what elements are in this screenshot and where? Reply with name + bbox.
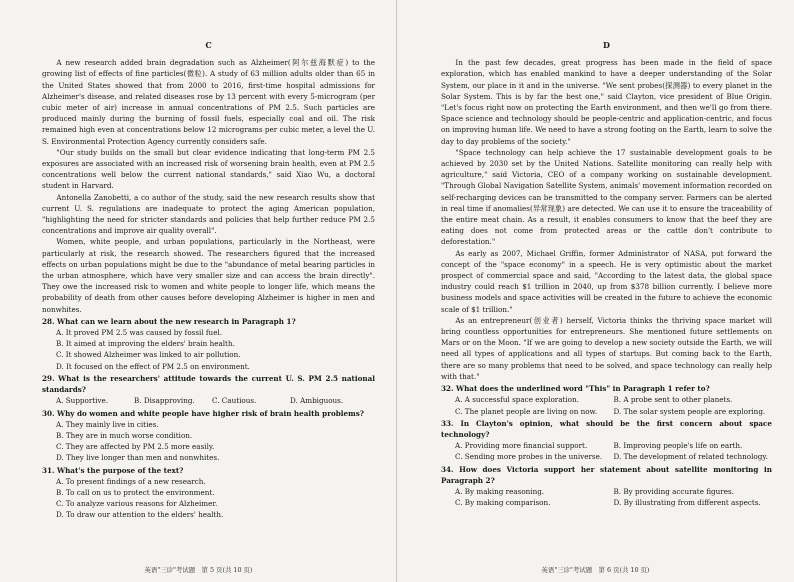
option[interactable]: A. They mainly live in cities.: [56, 419, 159, 429]
option[interactable]: A. A successful space exploration.: [455, 395, 579, 405]
page-footer: 英语"三诊"考试题 第 6 页(共 10 页): [541, 565, 650, 574]
option-row: [441, 406, 772, 417]
passage-paragraph: "Our study builds on the small but clear evidence indicating that long-term PM 2.5 exposures are associated with an increased risk of worsening brain health, even at PM 2.5 concentrations well below the current national standards," said Xiao Wu, a doctoral student in Harvard.: [42, 147, 375, 191]
option[interactable]: C. It showed Alzheimer was linked to air pollution.: [56, 350, 241, 360]
option[interactable]: D. The development of related technology.: [613, 452, 768, 462]
option-row: [441, 486, 772, 497]
option[interactable]: B. Disapproving.: [134, 396, 195, 406]
option[interactable]: A. By making reasoning.: [455, 486, 545, 496]
option[interactable]: D. The solar system people are exploring.: [613, 406, 766, 416]
option[interactable]: B. To call on us to protect the environment.: [56, 487, 215, 497]
section-label-d: D: [603, 40, 610, 50]
option[interactable]: C. They are affected by PM 2.5 more easily.: [56, 442, 215, 452]
passage-paragraph: In the past few decades, great progress has been made in the field of space exploration, which has enabled mankind to have a deeper understanding of the Solar System, our place in it and in the universe. "We sent probes(探测器) to every planet in the Solar System. This is by far the best one," said Clayton, vice president of Blue Origin. "Let's focus right now on protecting the Earth environment, and then we'll go from there. Space science and technology should be people-centric and application-centric, and focus on improving human life. We need to have a strong footing on the Earth, learn to solve the day to day problems of the society.": [441, 58, 772, 146]
option[interactable]: D. Ambiguous.: [290, 396, 344, 406]
question-stem: 31. What's the purpose of the text?: [42, 465, 184, 475]
option[interactable]: D. By illustrating from different aspects.: [613, 498, 761, 508]
option[interactable]: B. Improving people's life on earth.: [613, 441, 743, 451]
passage-paragraph: As an entrepreneur(创业者) herself, Victoria thinks the thriving space market will bring countless opportunities for entrepreneurs. She mentioned future settlements on Mars or on the Moon. "If we are going to develop a new society outside the Earth, we will need all types of applications and all types of startups. But coming back to the Earth, there are so many problems that need to be solved, and space technology can really help with that.": [441, 315, 772, 381]
option[interactable]: C. To analyze various reasons for Alzheimer.: [56, 499, 218, 509]
question-stem: 32. What does the underlined word "This" in Paragraph 1 refer to?: [441, 384, 710, 394]
option[interactable]: B. It aimed at improving the elders' brain health.: [56, 339, 235, 349]
question-stem: 34. How does Victoria support her statement about satellite monitoring in Paragraph 2?: [441, 464, 772, 485]
question-stem: 28. What can we learn about the new research in Paragraph 1?: [42, 316, 296, 326]
option[interactable]: C. The planet people are living on now.: [455, 406, 598, 416]
question-stem: 30. Why do women and white people have higher risk of brain health problems?: [42, 408, 364, 418]
option[interactable]: C. Sending more probes in the universe.: [455, 452, 603, 462]
option[interactable]: C. Cautious.: [212, 396, 257, 406]
option[interactable]: C. By making comparison.: [455, 498, 551, 508]
option-row: [441, 394, 772, 405]
option-row: [42, 395, 375, 406]
passage-paragraph: As early as 2007, Michael Griffin, former Administrator of NASA, put forward the concept of the "space economy" in a speech. He is very optimistic about the market prospect of commercial space and said, "According to the latest data, the global space industry could reach $1 trillion in 2040, up from $378 billion currently. I believe more business models and space activities will be created in the future to achieve the economic scale of $1 trillion.": [441, 248, 772, 314]
question-32: [441, 383, 772, 417]
question-29: [42, 373, 375, 407]
page-footer: 英语"三诊"考试题 第 5 页(共 10 页): [144, 565, 253, 574]
passage-paragraph: Women, white people, and urban populations, particularly in the Northeast, were particularly at risk, the research showed. The researchers figured that the increased effects on urban populations might be due to the "abundance of metal bearing particles in the urban atmosphere, which have very smaller size and can access the brain directly". They owe the increased risk to women and white people to longer life, which means the probability of death from other causes before developing Alzheimer is higher in men and nonwhites.: [42, 237, 375, 314]
passage-paragraph: "Space technology can help achieve the 17 sustainable development goals to be achieved by 2030 set by the United Nations. Satellite monitoring can really help with agriculture," said Victoria, CEO of a company working on sustainable development. "Through Global Navigation Satellite System, animals' movement information recorded on self-recharging devices can be transmitted to the company server. Farmers can be alerted in real time if anomalies(异常现象) are detected. We can use it to ensure the traceability of the entire meat chain. As a result, it enables consumers to know that the beef they are eating does not come from protected areas or the cattle don't contribute to deforestation.": [441, 147, 772, 247]
section-label-c: C: [205, 40, 212, 50]
question-stem: 33. In Clayton's opinion, what should be the first concern about space technology?: [441, 418, 772, 439]
option[interactable]: B. A probe sent to other planets.: [613, 395, 733, 405]
passage-paragraph: A new research added brain degradation such as Alzheimer(阿尔兹海默症) to the growing list of effects of fine particles(微粒). A study of 63 million adults older than 65 in the United States showed that from 2000 to 2016, first-time hospital admissions for Alzheimer's disease, and related diseases rose by 13 percent with every 5-microgram (per cubic meter of air) increase in annual concentrations of PM 2.5. Such particles are produced mainly during the burning of fossil fuels, especially coal and oil. The risk remained high even at concentrations below 12 micrograms per cubic meter, a level the U. S. Environmental Protection Agency currently considers safe.: [42, 58, 375, 146]
option[interactable]: B. By providing accurate figures.: [613, 486, 734, 496]
question-stem: 29. What is the researchers' attitude towards the current U. S. PM 2.5 national standards?: [42, 373, 375, 395]
option[interactable]: A. To present findings of a new research.: [56, 476, 206, 486]
option[interactable]: B. They are in much worse condition.: [56, 430, 193, 440]
option[interactable]: A. Providing more financial support.: [455, 441, 588, 451]
option[interactable]: A. Supportive.: [56, 396, 109, 406]
option-row: [441, 451, 772, 462]
question-30: [42, 408, 375, 464]
option[interactable]: D. They live longer than men and nonwhites.: [56, 453, 220, 463]
passage-paragraph: Antonella Zanobetti, a co author of the study, said the new research results show that current U. S. regulations are inadequate to protect the aging American population, "highlighting the need for stricter standards and policies that help further reduce PM 2.5 concentrations and improve air quality overall".: [42, 192, 375, 236]
option-row: [441, 440, 772, 451]
option[interactable]: A. It proved PM 2.5 was caused by fossil fuel.: [56, 328, 223, 338]
question-31: [42, 465, 375, 521]
option-row: [441, 497, 772, 508]
question-33: [441, 418, 772, 463]
question-34: [441, 464, 772, 509]
question-28: [42, 316, 375, 372]
option[interactable]: D. To draw our attention to the elders' health.: [56, 510, 224, 520]
page-right: [397, 0, 794, 582]
option[interactable]: D. It focused on the effect of PM 2.5 on environment.: [56, 361, 250, 371]
